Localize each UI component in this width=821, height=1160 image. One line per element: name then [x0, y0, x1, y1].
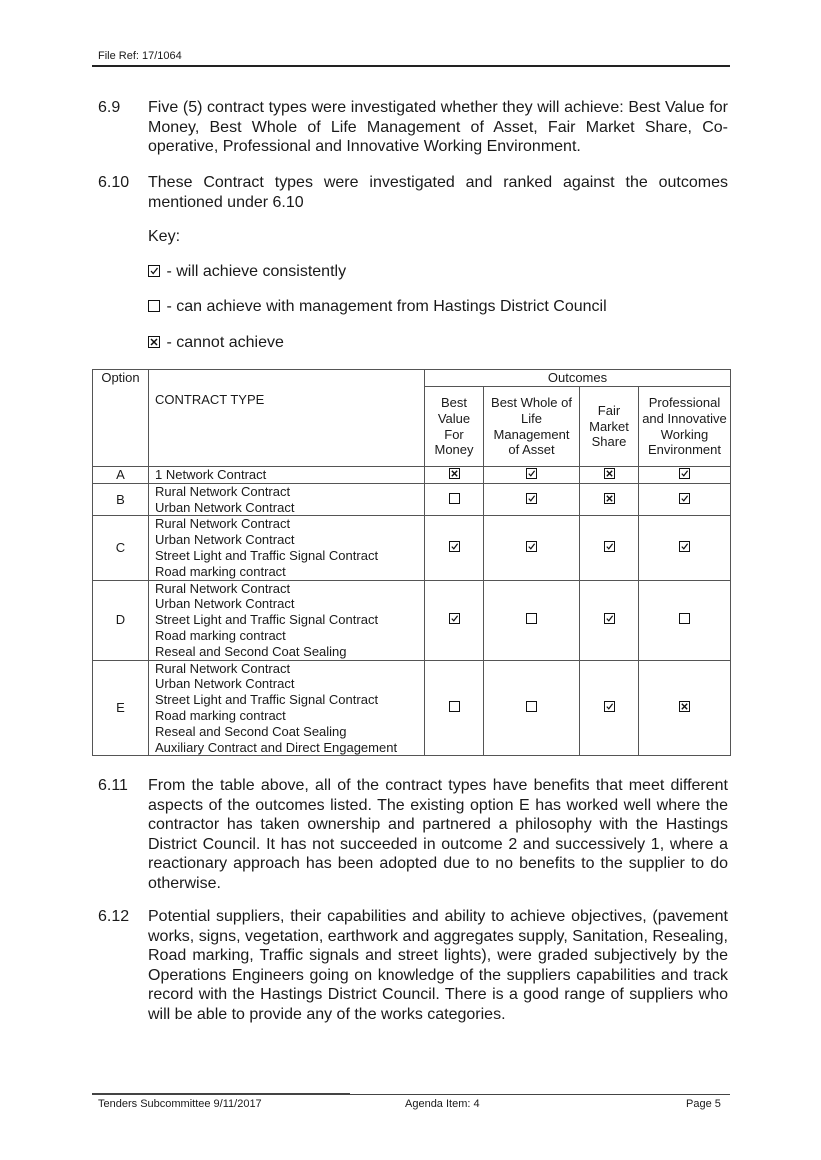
- cross-box-icon: [148, 336, 160, 348]
- outcome-cell: [639, 660, 731, 756]
- outcome-cell: [580, 580, 639, 660]
- option-cell: C: [93, 516, 149, 580]
- contract-type-header: [149, 370, 425, 467]
- option-cell: E: [93, 660, 149, 756]
- outcome-cell: [639, 580, 731, 660]
- empty-box-icon: [679, 613, 690, 624]
- empty-box-icon: [148, 300, 160, 312]
- outcome-cell: [639, 467, 731, 484]
- contract-name: Reseal and Second Coat Sealing: [155, 723, 347, 739]
- outcome-cell: [484, 516, 580, 580]
- cross-box-icon: [449, 468, 460, 479]
- footer-agenda-item: Agenda Item: 4: [405, 1098, 480, 1110]
- footer-meeting: Tenders Subcommittee 9/11/2017: [98, 1098, 262, 1110]
- table-row: [93, 516, 731, 580]
- outcome-cell: [484, 483, 580, 516]
- key-manage-label: - can achieve with management from Hastings District Council: [166, 298, 607, 315]
- outcome-cell: [639, 483, 731, 516]
- section-6-10: [98, 173, 728, 212]
- key-achieve: [148, 263, 346, 281]
- empty-box-icon: [526, 613, 537, 624]
- outcomes-header: Outcomes: [425, 370, 731, 387]
- option-cell: A: [93, 467, 149, 484]
- section-text: Potential suppliers, their capabilities and ability to achieve objectives, (pavement works, signs, vegetation, earthwork and aggregates supply, Sanitation, Resealing, Road marking, Traffic signals and street lights), were graded subjectively by the Operations Engineers going on knowledge of the suppliers capabilities and track record with the Hastings District Council. There is a good range of suppliers who will be able to provide any of the works categories.: [148, 908, 728, 1023]
- col-header-whole-life: Best Whole of Life Management of Asset: [484, 387, 580, 467]
- key-cannot-label: - cannot achieve: [166, 334, 284, 351]
- outcome-cell: [580, 467, 639, 484]
- outcome-cell: [484, 660, 580, 756]
- check-box-icon: [679, 493, 690, 504]
- section-6-12: [98, 907, 728, 1024]
- contract-name: Auxiliary Contract and Direct Engagement: [155, 739, 398, 755]
- cross-box-icon: [604, 468, 615, 479]
- option-cell: D: [93, 580, 149, 660]
- empty-box-icon: [449, 701, 460, 712]
- col-header-market-share: Fair Market Share: [580, 387, 639, 467]
- table-row: [93, 483, 731, 516]
- section-6-9: [98, 98, 728, 157]
- outcome-cell: [580, 483, 639, 516]
- contract-name: Road marking contract: [155, 563, 286, 579]
- outcome-cell: [639, 516, 731, 580]
- check-box-icon: [449, 541, 460, 552]
- contract-name: Urban Network Contract: [155, 676, 295, 692]
- contract-name: Rural Network Contract: [155, 483, 291, 499]
- contract-name: Reseal and Second Coat Sealing: [155, 643, 347, 659]
- check-box-icon: [526, 468, 537, 479]
- contract-name: Road marking contract: [155, 707, 286, 723]
- contract-name: Street Light and Traffic Signal Contract: [155, 692, 379, 708]
- check-box-icon: [679, 468, 690, 479]
- contract-list-cell: [149, 660, 425, 756]
- outcome-cell: [425, 467, 484, 484]
- outcome-cell: [484, 467, 580, 484]
- key-manage: [148, 298, 607, 316]
- section-number: 6.9: [98, 99, 121, 116]
- col-header-value: Best Value For Money: [425, 387, 484, 467]
- option-cell: B: [93, 483, 149, 516]
- contract-name: Rural Network Contract: [155, 516, 291, 532]
- header-rule: [92, 65, 730, 67]
- outcome-cell: [425, 516, 484, 580]
- section-number: 6.10: [98, 174, 130, 191]
- contract-type-header-label: CONTRACT TYPE: [155, 392, 265, 407]
- key-title: Key:: [148, 228, 181, 245]
- contract-name: Urban Network Contract: [155, 499, 295, 515]
- contract-name: Urban Network Contract: [155, 532, 295, 548]
- empty-box-icon: [449, 493, 460, 504]
- footer-page-number: Page 5: [686, 1098, 721, 1110]
- outcome-cell: [425, 483, 484, 516]
- check-box-icon: [526, 493, 537, 504]
- contract-list-cell: [149, 483, 425, 516]
- key-achieve-label: - will achieve consistently: [166, 263, 347, 280]
- key-cannot: [148, 334, 284, 352]
- contract-name: Street Light and Traffic Signal Contract: [155, 612, 379, 628]
- outcome-cell: [580, 516, 639, 580]
- table-row: [93, 467, 731, 484]
- section-6-11: [98, 776, 728, 893]
- option-header: Option: [93, 370, 149, 467]
- cross-box-icon: [679, 701, 690, 712]
- check-box-icon: [604, 613, 615, 624]
- section-text: These Contract types were investigated and ranked against the outcomes mentioned under 6.10: [148, 174, 728, 211]
- contract-list-cell: [149, 467, 425, 484]
- outcome-cell: [580, 660, 639, 756]
- section-text: Five (5) contract types were investigated whether they will achieve: Best Value for Money, Best Whole of Life Management of Asset, Fair Market Share, Co-operative, Professional and Innovative Working Environment.: [148, 99, 728, 155]
- contract-name: Road marking contract: [155, 627, 286, 643]
- empty-box-icon: [526, 701, 537, 712]
- contract-list-cell: [149, 580, 425, 660]
- contract-name: Urban Network Contract: [155, 596, 295, 612]
- section-text: From the table above, all of the contract types have benefits that meet different aspects of the outcomes listed. The existing option E has worked well where the contractor has taken ownership and partnered a philosophy with the Hastings District Council. It has not succeeded in outcome 2 and successively 1, where a reactionary approach has been adopted due to no benefits to the supplier to do otherwise.: [148, 777, 728, 892]
- outcome-cell: [425, 660, 484, 756]
- contract-name: 1 Network Contract: [155, 467, 267, 482]
- outcome-cell: [425, 580, 484, 660]
- check-box-icon: [604, 541, 615, 552]
- contract-list-cell: [149, 516, 425, 580]
- check-box-icon: [604, 701, 615, 712]
- footer-rule: [92, 1094, 730, 1095]
- check-box-icon: [449, 613, 460, 624]
- cross-box-icon: [604, 493, 615, 504]
- table-row: [93, 580, 731, 660]
- contract-name: Street Light and Traffic Signal Contract: [155, 547, 379, 563]
- check-box-icon: [148, 265, 160, 277]
- section-number: 6.12: [98, 908, 130, 925]
- outcome-cell: [484, 580, 580, 660]
- check-box-icon: [526, 541, 537, 552]
- table-row: [93, 660, 731, 756]
- contract-outcomes-table: [92, 369, 731, 756]
- check-box-icon: [679, 541, 690, 552]
- contract-name: Rural Network Contract: [155, 660, 291, 676]
- col-header-professional: Professional and Innovative Working Environment: [639, 387, 731, 467]
- file-reference: File Ref: 17/1064: [98, 50, 182, 62]
- section-number: 6.11: [98, 777, 128, 794]
- contract-name: Rural Network Contract: [155, 580, 291, 596]
